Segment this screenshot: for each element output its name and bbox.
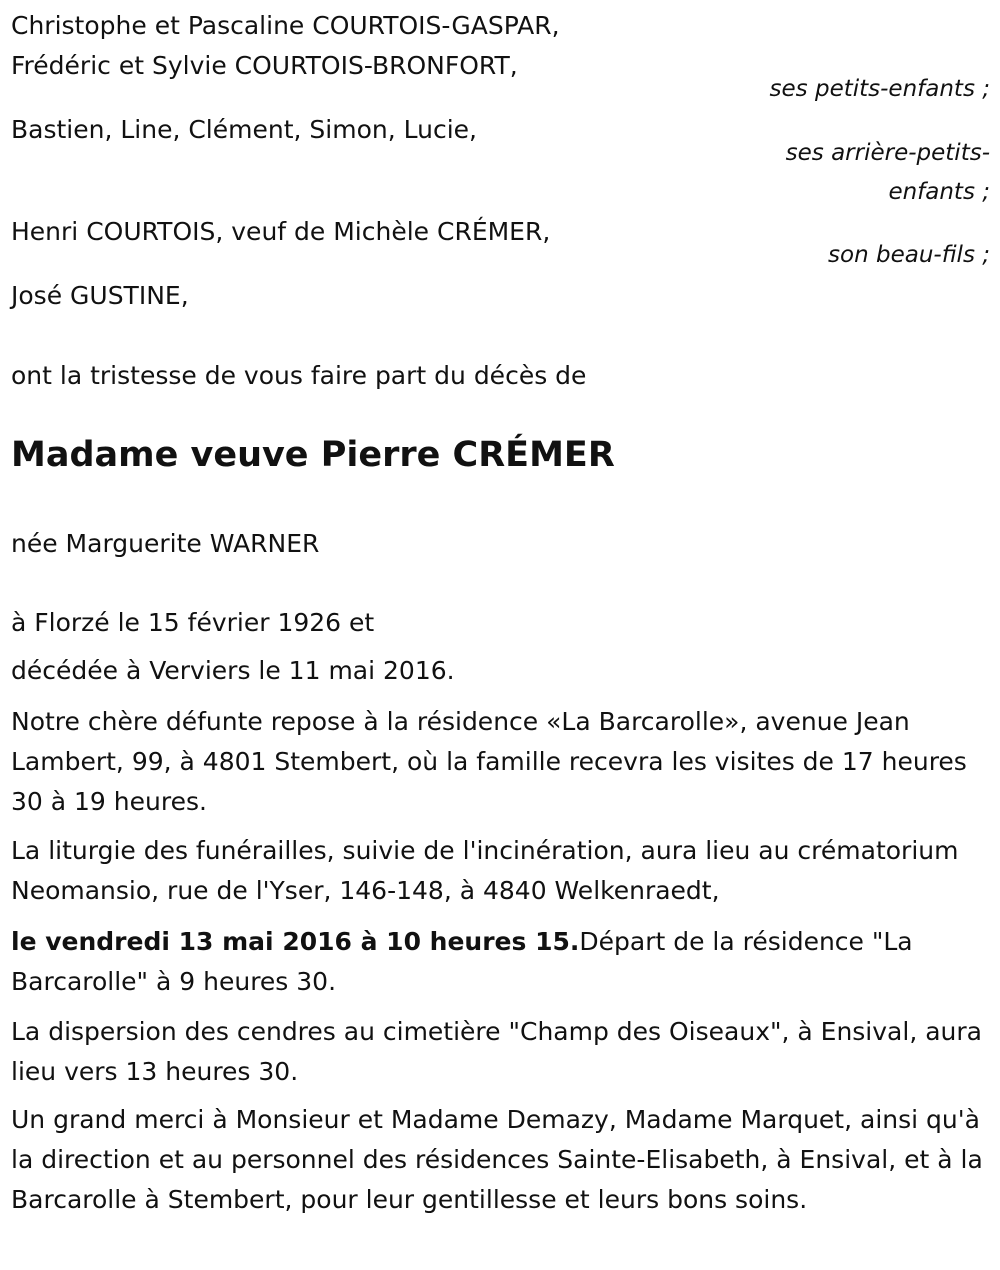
thanks-paragraph: Un grand merci à Monsieur et Madame Demazy, Madame Marquet, ainsi qu'à la direction et au personnel des résidences Sainte-Elisabeth, à Ensival, et à la Barcarolle à Stembert, pour leur gentillesse et leurs bons soins. bbox=[11, 1105, 983, 1214]
departure-info: Départ de la résidence "La Barcarolle" à 9 heures 30. bbox=[11, 927, 913, 996]
deceased-name: Madame veuve Pierre CRÉMER bbox=[11, 435, 615, 475]
great-grandchildren-names: Bastien, Line, Clément, Simon, Lucie, bbox=[11, 115, 477, 144]
great-grandchildren-role-line1: ses arrière-petits- bbox=[785, 140, 990, 166]
son-in-law-name: Henri COURTOIS, veuf de Michèle CRÉMER, bbox=[11, 217, 551, 246]
grandchildren-role: ses petits-enfants ; bbox=[769, 76, 990, 102]
death-info: décédée à Verviers le 11 mai 2016. bbox=[11, 656, 455, 685]
liturgy-paragraph: La liturgie des funérailles, suivie de l'incinération, aura lieu au crématorium Neomansio, rue de l'Yser, 146-148, à 4840 Welkenraedt, bbox=[11, 836, 959, 905]
ceremony-date-paragraph bbox=[11, 922, 986, 1002]
ceremony-date: le vendredi 13 mai 2016 à 10 heures 15. bbox=[11, 927, 580, 956]
grandchild-couple-1: Christophe et Pascaline COURTOIS-GASPAR, bbox=[11, 11, 560, 40]
grandchild-couple-2: Frédéric et Sylvie COURTOIS-BRONFORT, bbox=[11, 51, 518, 80]
announcement-text: ont la tristesse de vous faire part du décès de bbox=[11, 361, 587, 390]
other-family-name: José GUSTINE, bbox=[11, 281, 189, 310]
maiden-name: née Marguerite WARNER bbox=[11, 529, 320, 558]
rest-paragraph: Notre chère défunte repose à la résidence «La Barcarolle», avenue Jean Lambert, 99, à 4801 Stembert, où la famille recevra les visites de 17 heures 30 à 19 heures. bbox=[11, 707, 967, 816]
great-grandchildren-role-line2: enfants ; bbox=[888, 179, 990, 205]
son-in-law-role: son beau-fils ; bbox=[828, 242, 990, 268]
dispersion-paragraph: La dispersion des cendres au cimetière "Champ des Oiseaux", à Ensival, aura lieu vers 13 heures 30. bbox=[11, 1017, 982, 1086]
birth-info: à Florzé le 15 février 1926 et bbox=[11, 608, 375, 637]
